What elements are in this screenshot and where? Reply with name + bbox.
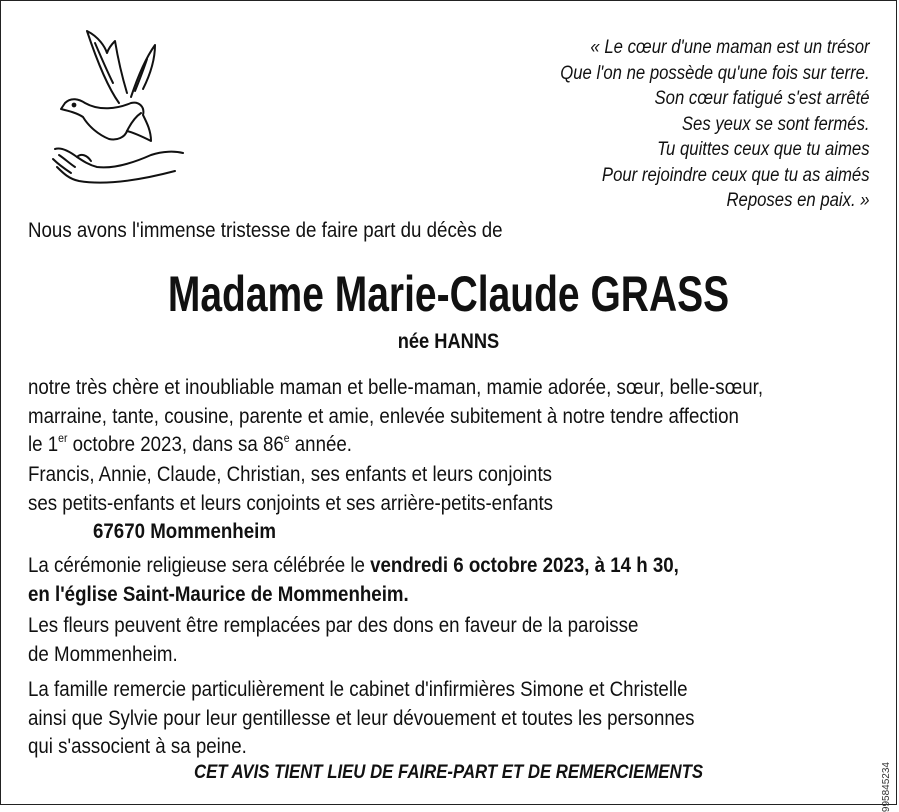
text-line: qui s'associent à sa peine. <box>28 734 247 758</box>
text-fragment: octobre 2023, dans sa 86 <box>67 432 284 456</box>
text-line <box>28 551 679 580</box>
poem-line: Son cœur fatigué s'est arrêté <box>654 88 870 109</box>
text-line: Les fleurs peuvent être remplacées par des dons en faveur de la paroisse <box>28 613 639 637</box>
text-line: ainsi que Sylvie pour leur gentillesse et leur dévouement et toutes les personnes <box>28 705 695 730</box>
ordinal-suffix: e <box>283 431 290 445</box>
poem-line: Tu quittes ceux que tu aimes <box>657 139 870 160</box>
thanks-paragraph <box>28 675 695 761</box>
intro-text: Nous avons l'immense tristesse de faire part du décès de <box>28 218 503 242</box>
text-line: La famille remercie particulièrement le cabinet d'infirmières Simone et Christelle <box>28 677 688 701</box>
text-line: notre très chère et inoubliable maman et belle-maman, mamie adorée, sœur, belle-sœur, <box>28 375 764 399</box>
poem-line: « Le cœur d'une maman est un trésor <box>590 37 870 58</box>
text-line <box>28 430 763 459</box>
text-line: marraine, tante, cousine, parente et amie, enlevée subitement à notre tendre affection <box>28 403 739 428</box>
poem <box>561 35 870 214</box>
mourners-paragraph <box>28 460 553 517</box>
city-line: 67670 Mommenheim <box>93 519 276 543</box>
family-relations-paragraph <box>28 373 763 459</box>
maiden-name: née HANNS <box>397 330 500 353</box>
closing-notice: CET AVIS TIENT LIEU DE FAIRE-PART ET DE REMERCIEMENTS <box>193 761 704 783</box>
text-fragment: le 1 <box>28 432 59 456</box>
ceremony-location <box>28 580 679 609</box>
flowers-paragraph <box>28 611 638 668</box>
reference-number: 995845234 <box>881 762 892 812</box>
church-name: en l'église Saint-Maurice de Mommenheim. <box>28 581 409 606</box>
dove-in-hands-icon <box>47 23 187 193</box>
text-fragment: La cérémonie religieuse sera célébrée le <box>28 553 371 577</box>
poem-line: Que l'on ne possède qu'une fois sur terre. <box>560 62 870 84</box>
text-fragment: année. <box>289 432 352 456</box>
text-line: ses petits-enfants et leurs conjoints et ses arrière-petits-enfants <box>28 490 554 515</box>
ordinal-suffix: er <box>58 431 68 445</box>
ceremony-paragraph <box>28 551 679 608</box>
deceased-name: Madame Marie-Claude GRASS <box>167 266 730 322</box>
text-line: de Mommenheim. <box>28 641 178 666</box>
poem-line: Ses yeux se sont fermés. <box>682 113 870 135</box>
poem-line: Pour rejoindre ceux que tu as aimés <box>602 164 870 186</box>
poem-line: Reposes en paix. » <box>726 190 870 211</box>
ceremony-date: vendredi 6 octobre 2023, à 14 h 30, <box>370 553 679 577</box>
text-line: Francis, Annie, Claude, Christian, ses enfants et leurs conjoints <box>28 462 553 486</box>
